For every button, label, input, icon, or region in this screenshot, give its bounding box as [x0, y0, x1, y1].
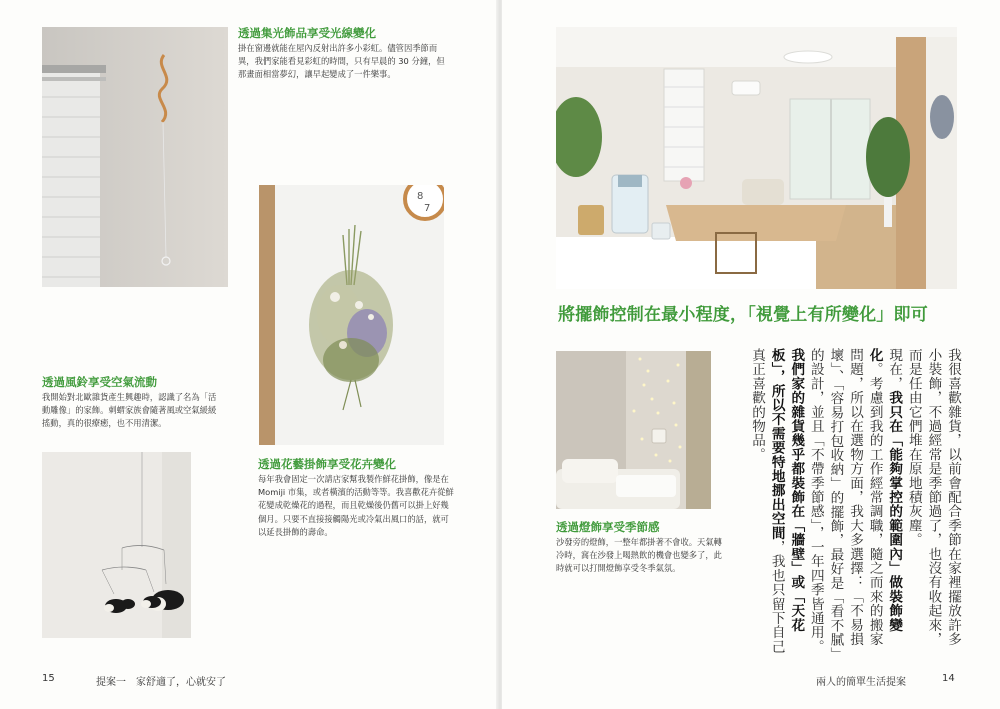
body-text-run: 現在， [886, 348, 903, 391]
body-emphasis: 我們家的雜貨幾乎都裝飾在「牆壁」或「天花板」，所以不需要特地挪出空間 [768, 348, 805, 632]
body-text-run: ，我也只留下自己真正喜歡的物品。 [749, 348, 785, 654]
fairy-lights-caption-body: 沙發旁的燈飾，一整年都掛著不會收。天氣轉冷時，窩在沙發上喝熱飲的機會也變多了，此時就可以打開燈飾享受冬季氣氛。 [556, 537, 722, 574]
book-running-head: 兩人的簡單生活提案 [816, 677, 906, 688]
fairy-lights-photo [556, 351, 711, 509]
mobile-caption-body: 我開始對北歐雜貨產生興趣時，認識了名為「活動雕像」的家飾。刺蝟家族會隨著風或空氣緩緩搖動，真的很療癒，也不用清潔。 [42, 392, 217, 429]
living-room-photo [556, 27, 957, 289]
body-paragraph-2 [805, 348, 903, 658]
svg-text:7: 7 [424, 203, 431, 214]
body-emphasis: 我只在「能夠掌控的範圍內」做裝飾變化 [866, 348, 903, 633]
flower-swag-caption-body: 每年我會固定一次請店家幫我製作鮮花掛飾，像是在 Momiji 市集，或者橫濱的活動等等。我喜歡花卉從鮮花變成乾燥花的過程，而且乾燥後仍舊可以掛上好幾個月。只要不直接接觸陽光或冷氣出風口的話，就可以延長掛飾的壽命。 [258, 474, 454, 537]
flower-swag-photo [259, 185, 444, 445]
chapter-running-head: 提案一 家舒適了，心就安了 [96, 677, 226, 688]
mobile-caption-title: 透過風鈴享受空氣流動 [42, 375, 157, 389]
suncatcher-caption-title: 透過集光飾品享受光線變化 [238, 26, 376, 40]
left-page [0, 0, 498, 709]
main-headline: 將擺飾控制在最小程度，「視覺上有所變化」即可 [558, 305, 928, 325]
body-paragraph-1 [903, 348, 962, 658]
fairy-lights-caption-title: 透過燈飾享受季節感 [556, 520, 660, 534]
body-text-run: 。考慮到我的工作經常調職，隨之而來的搬家問題，所以在選物方面，我大多選擇：「不易損壞」、「容易打包收納」的擺飾，最好是「看不膩」的設計，並且「不帶季節感」，一年四季皆通用。 [807, 348, 883, 655]
hedgehog-mobile-photo [42, 452, 191, 638]
flower-swag-caption-title: 透過花藝掛飾享受花卉變化 [258, 457, 396, 471]
body-text-run: 我很喜歡雜貨，以前會配合季節在家裡擺放許多小裝飾，不過經常是季節過了，也沒有收起來，而是任由它們堆在原地積灰塵。 [905, 348, 961, 647]
body-paragraph-3 [746, 348, 805, 658]
suncatcher-photo [42, 27, 228, 287]
suncatcher-caption-body: 掛在窗邊就能在屋內反射出許多小彩虹。儘管因季節而異，我們家能看見彩虹的時間，只有早晨的 30 分鐘，但那畫面相當夢幻，讓早起變成了一件樂事。 [238, 43, 445, 80]
svg-text:8: 8 [417, 191, 424, 202]
right-page-number: 14 [942, 673, 955, 684]
left-page-number: 15 [42, 673, 55, 684]
body-text [722, 348, 962, 658]
